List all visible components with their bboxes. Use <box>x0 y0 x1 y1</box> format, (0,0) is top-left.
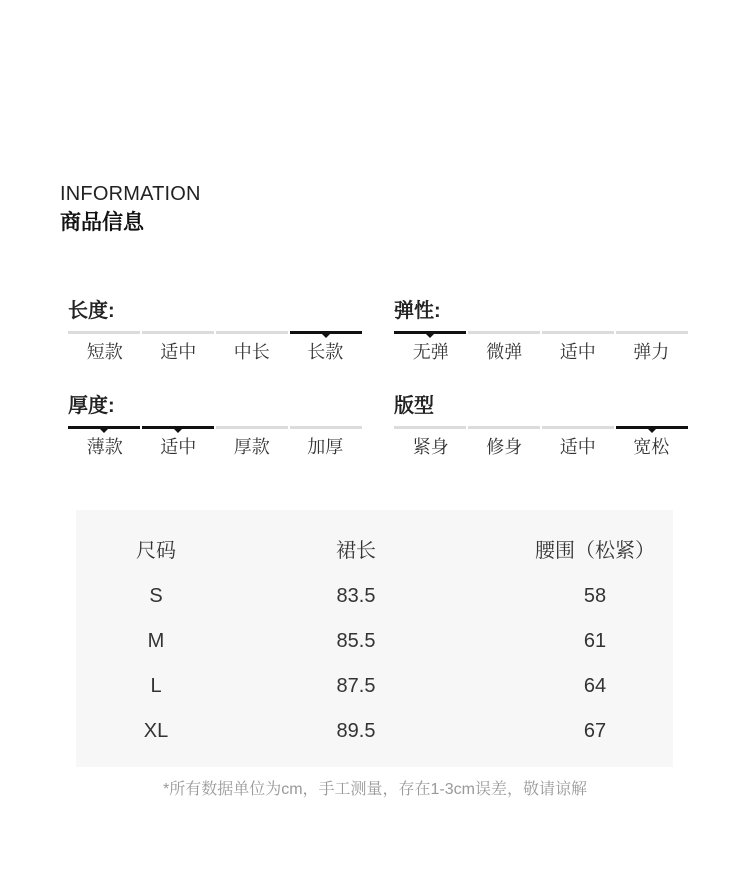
fit-label: 版型 <box>394 395 434 417</box>
length-scale-segment <box>68 331 140 334</box>
fit-attribute <box>394 393 688 463</box>
table-header-waist: 腰围（松紧） <box>535 540 655 562</box>
length-option: 中长 <box>233 342 270 362</box>
elasticity-option: 无弹 <box>412 342 449 362</box>
thickness-scale-segment <box>142 426 214 429</box>
table-cell-skirt-length: 85.5 <box>336 630 376 652</box>
length-scale-segment <box>290 331 362 334</box>
length-scale <box>68 331 362 334</box>
elasticity-option: 弹力 <box>633 342 670 362</box>
table-header-skirt-length: 裙长 <box>336 540 376 562</box>
fit-option: 修身 <box>486 437 523 457</box>
measurement-footnote: *所有数据单位为cm，手工测量，存在1-3cm误差，敬请谅解 <box>162 781 587 798</box>
thickness-option: 适中 <box>160 437 197 457</box>
length-option: 适中 <box>160 342 197 362</box>
length-options <box>68 341 362 363</box>
table-cell-size: S <box>149 585 163 607</box>
thickness-scale-segment <box>216 426 288 429</box>
table-row <box>76 671 673 701</box>
elasticity-scale-segment <box>468 331 540 334</box>
elasticity-scale-segment <box>394 331 466 334</box>
fit-scale-segment <box>542 426 614 429</box>
thickness-option: 厚款 <box>233 437 270 457</box>
table-cell-size: M <box>147 630 165 652</box>
elasticity-scale <box>394 331 688 334</box>
table-cell-skirt-length: 87.5 <box>336 675 376 697</box>
table-row <box>76 626 673 656</box>
table-cell-size: XL <box>143 720 169 742</box>
table-header-row <box>76 536 673 566</box>
table-cell-skirt-length: 89.5 <box>336 720 376 742</box>
elasticity-attribute <box>394 298 688 368</box>
table-cell-waist: 67 <box>583 720 607 742</box>
length-scale-segment <box>142 331 214 334</box>
length-option: 长款 <box>307 342 344 362</box>
thickness-scale <box>68 426 362 429</box>
elasticity-options <box>394 341 688 363</box>
table-row <box>76 581 673 611</box>
table-cell-skirt-length: 83.5 <box>336 585 376 607</box>
elasticity-label: 弹性: <box>394 300 441 322</box>
fit-scale-segment <box>394 426 466 429</box>
length-scale-segment <box>216 331 288 334</box>
length-option: 短款 <box>86 342 123 362</box>
elasticity-option: 微弹 <box>486 342 523 362</box>
fit-option: 宽松 <box>633 437 670 457</box>
fit-option: 适中 <box>559 437 596 457</box>
thickness-option: 加厚 <box>307 437 344 457</box>
table-cell-waist: 61 <box>583 630 607 652</box>
table-cell-waist: 58 <box>583 585 607 607</box>
length-label: 长度: <box>68 300 115 322</box>
thickness-options <box>68 436 362 458</box>
fit-scale-segment <box>468 426 540 429</box>
thickness-label: 厚度: <box>68 395 115 417</box>
table-cell-size: L <box>150 675 162 697</box>
thickness-scale-segment <box>68 426 140 429</box>
elasticity-scale-segment <box>542 331 614 334</box>
fit-options <box>394 436 688 458</box>
size-table <box>76 510 673 767</box>
fit-scale <box>394 426 688 429</box>
elasticity-option: 适中 <box>559 342 596 362</box>
fit-scale-segment <box>616 426 688 429</box>
table-row <box>76 716 673 746</box>
thickness-scale-segment <box>290 426 362 429</box>
section-title-chinese: 商品信息 <box>60 211 144 234</box>
section-title-english: INFORMATION <box>60 183 201 205</box>
table-header-size: 尺码 <box>136 540 176 562</box>
thickness-option: 薄款 <box>86 437 123 457</box>
table-cell-waist: 64 <box>583 675 607 697</box>
elasticity-scale-segment <box>616 331 688 334</box>
fit-option: 紧身 <box>412 437 449 457</box>
length-attribute <box>68 298 362 368</box>
thickness-attribute <box>68 393 362 463</box>
